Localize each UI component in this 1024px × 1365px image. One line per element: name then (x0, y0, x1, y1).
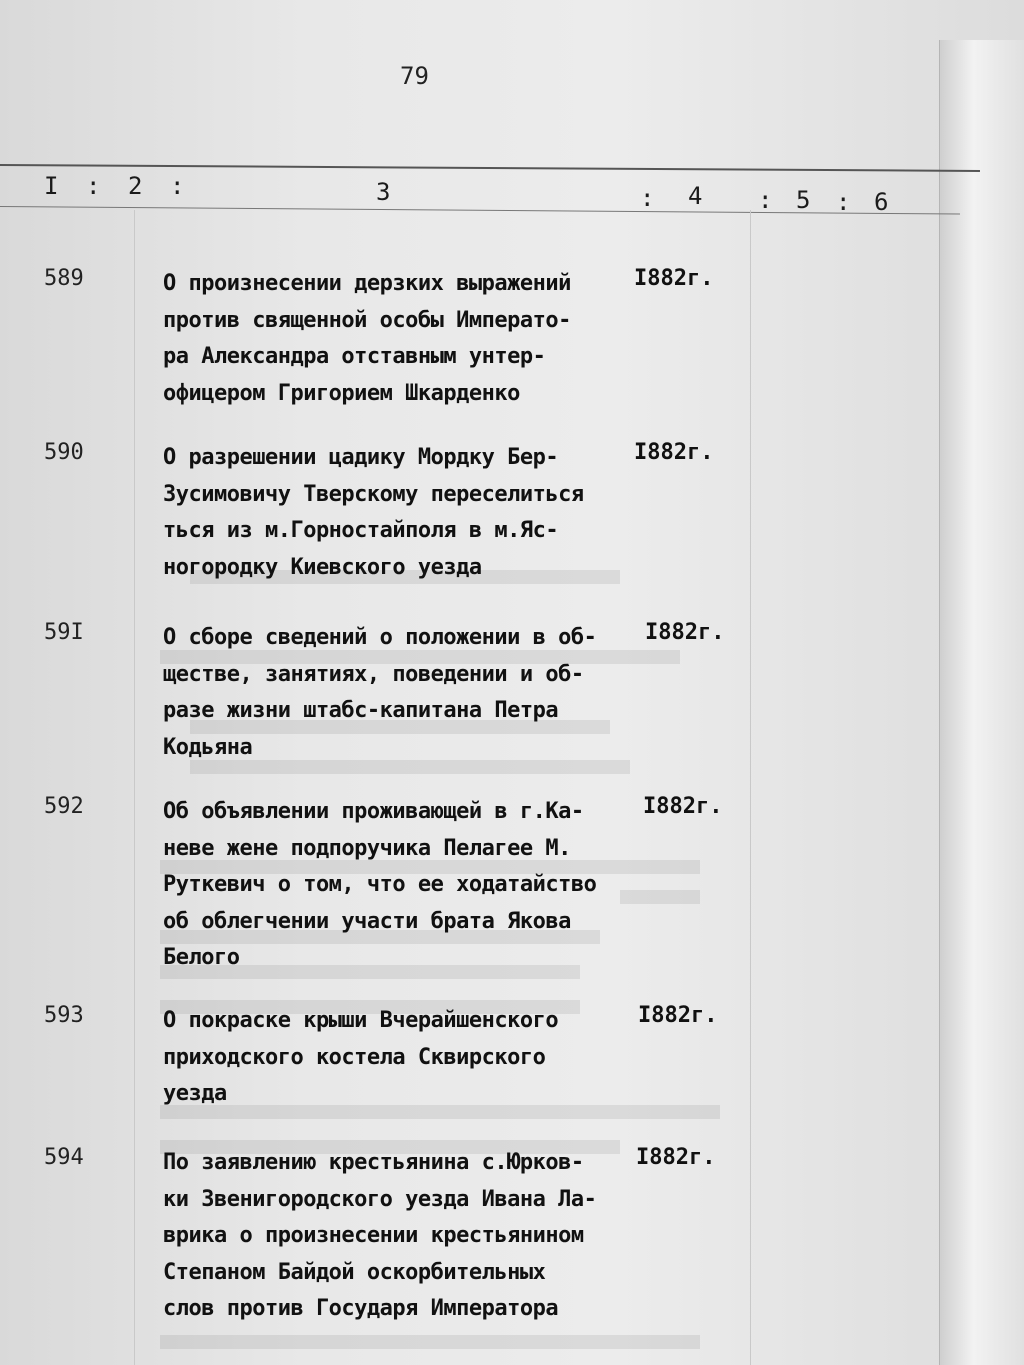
record-number: 59I (44, 620, 84, 645)
record-description (163, 440, 633, 586)
header-rule-top (0, 164, 980, 172)
description-line: Зусимовичу Тверскому переселиться (163, 481, 584, 507)
column-header-4: 4 (688, 182, 703, 210)
page-edge (939, 40, 1024, 1365)
description-line: По заявлению крестьянина с.Юрков- (163, 1150, 584, 1175)
record-year: I882г. (638, 1003, 718, 1028)
column-header-6: 6 (874, 188, 889, 216)
record-year: I882г. (636, 1145, 716, 1170)
column-rule (750, 210, 751, 1365)
column-separator: : (170, 172, 185, 200)
page-number: 79 (400, 62, 429, 90)
record-year: I882г. (643, 794, 723, 819)
column-separator: : (640, 184, 655, 212)
record-year: I882г. (634, 440, 714, 465)
record-number: 589 (44, 266, 84, 291)
description-line: приходского костела Сквирского (163, 1044, 546, 1070)
record-description (163, 266, 633, 412)
column-separator: : (758, 186, 773, 214)
column-header-5: 5 (796, 186, 811, 214)
column-header-2: 2 (128, 172, 143, 200)
record-description (163, 794, 633, 977)
record-number: 590 (44, 440, 84, 465)
column-header-3: 3 (376, 178, 391, 206)
description-line: Белого (163, 945, 240, 970)
header-rule-bottom (0, 206, 960, 215)
description-line: О покраске крыши Вчерайшенского (163, 1008, 559, 1033)
record-description (163, 1003, 633, 1113)
description-line: Кодьяна (163, 734, 253, 760)
description-line: ки Звенигородского уезда Ивана Ла- (163, 1186, 597, 1212)
description-line: ществе, занятиях, поведении и об- (163, 661, 584, 687)
description-line: О сборе сведений о положении в об- (163, 625, 597, 650)
description-line: разе жизни штабс-капитана Петра (163, 698, 559, 723)
record-description (163, 1145, 633, 1328)
column-separator: : (86, 172, 101, 200)
description-line: офицером Григорием Шкарденко (163, 380, 520, 406)
record-number: 592 (44, 794, 84, 819)
description-line: врика о произнесении крестьянином (163, 1223, 584, 1248)
description-line: ться из м.Горностайполя в м.Яс- (163, 518, 559, 543)
record-number: 593 (44, 1003, 84, 1028)
description-line: О произнесении дерзких выражений (163, 271, 571, 296)
description-line: против священной особы Императо- (163, 307, 571, 333)
column-separator: : (836, 188, 851, 216)
description-line: ра Александра отставным унтер- (163, 344, 546, 369)
record-year: I882г. (645, 620, 725, 645)
description-line: слов против Государя Императора (163, 1296, 559, 1321)
description-line: О разрешении цадику Мордку Бер- (163, 445, 559, 470)
column-header-1: I (44, 172, 59, 200)
description-line: неве жене подпоручика Пелагее М. (163, 835, 571, 861)
description-line: уезда (163, 1081, 227, 1106)
description-line: Степаном Байдой оскорбительных (163, 1259, 546, 1285)
record-year: I882г. (634, 266, 714, 291)
column-rule (134, 210, 135, 1365)
description-line: об облегчении участи брата Якова (163, 908, 571, 934)
description-line: ногородку Киевского уезда (163, 554, 482, 580)
record-number: 594 (44, 1145, 84, 1170)
description-line: Руткевич о том, что ее ходатайство (163, 872, 597, 897)
description-line: Об объявлении проживающей в г.Ка- (163, 799, 584, 824)
record-description (163, 620, 633, 766)
